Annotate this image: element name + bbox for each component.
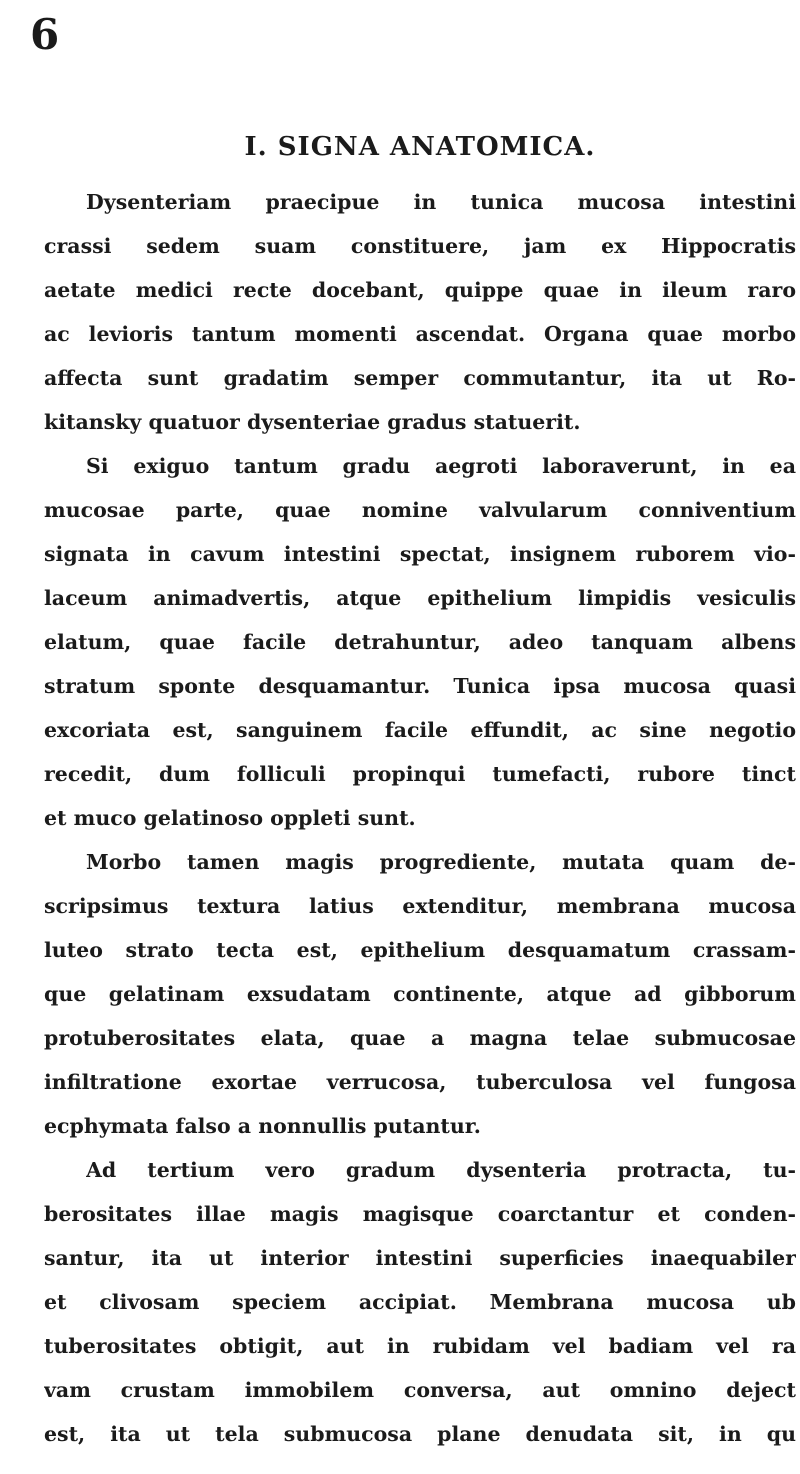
text-line: est, ita ut tela submucosa plane denudata sit, in qu [44,1422,796,1446]
text-line: protuberositates elata, quae a magna telae submucosae [44,1026,796,1050]
text-line: mucosae parte, quae nomine valvularum conniventium [44,498,796,522]
text-line: aetate medici recte docebant, quippe quae in ileum raro [44,278,796,302]
text-line: ecphymata falso a nonnullis putantur. [44,1114,481,1138]
text-line: Morbo tamen magis progrediente, mutata quam de- [86,850,796,874]
body-text [0,182,800,1474]
text-line: et muco gelatinoso oppleti sunt. [44,806,416,830]
section-title: I. SIGNA ANATOMICA. [244,132,596,162]
text-line: laceum animadvertis, atque epithelium limpidis vesiculis [44,586,796,610]
text-line: santur, ita ut interior intestini superficies inaequabiler [44,1246,796,1270]
text-line: vam crustam immobilem conversa, aut omnino deject [44,1378,796,1402]
page-number: 6 [30,10,61,59]
text-line: scripsimus textura latius extenditur, membrana mucosa [44,894,796,918]
text-line: elatum, quae facile detrahuntur, adeo tanquam albens [44,630,796,654]
text-line: berositates illae magis magisque coarctantur et conden- [44,1202,796,1226]
text-line: excoriata est, sanguinem facile effundit, ac sine negotio [44,718,796,742]
text-line: Si exiguo tantum gradu aegroti laboraverunt, in ea [86,454,796,478]
text-line: ac levioris tantum momenti ascendat. Organa quae morbo [44,322,796,346]
text-line: affecta sunt gradatim semper commutantur, ita ut Ro- [44,366,796,390]
text-line: Ad tertium vero gradum dysenteria protracta, tu- [86,1158,796,1182]
text-line: que gelatinam exsudatam continente, atque ad gibborum [44,982,796,1006]
text-line: recedit, dum folliculi propinqui tumefacti, rubore tinct [44,762,796,786]
text-line: Dysenteriam praecipue in tunica mucosa intestini [86,190,796,214]
text-line: signata in cavum intestini spectat, insignem ruborem vio- [44,542,796,566]
text-line: infiltratione exortae verrucosa, tuberculosa vel fungosa [44,1070,796,1094]
text-line: et clivosam speciem accipiat. Membrana mucosa ub [44,1290,796,1314]
text-line: crassi sedem suam constituere, jam ex Hippocratis [44,234,796,258]
text-line: tuberositates obtigit, aut in rubidam vel badiam vel ra [44,1334,796,1358]
text-line: kitansky quatuor dysenteriae gradus statuerit. [44,410,581,434]
text-line: luteo strato tecta est, epithelium desquamatum crassam- [44,938,796,962]
text-line: stratum sponte desquamantur. Tunica ipsa mucosa quasi [44,674,796,698]
